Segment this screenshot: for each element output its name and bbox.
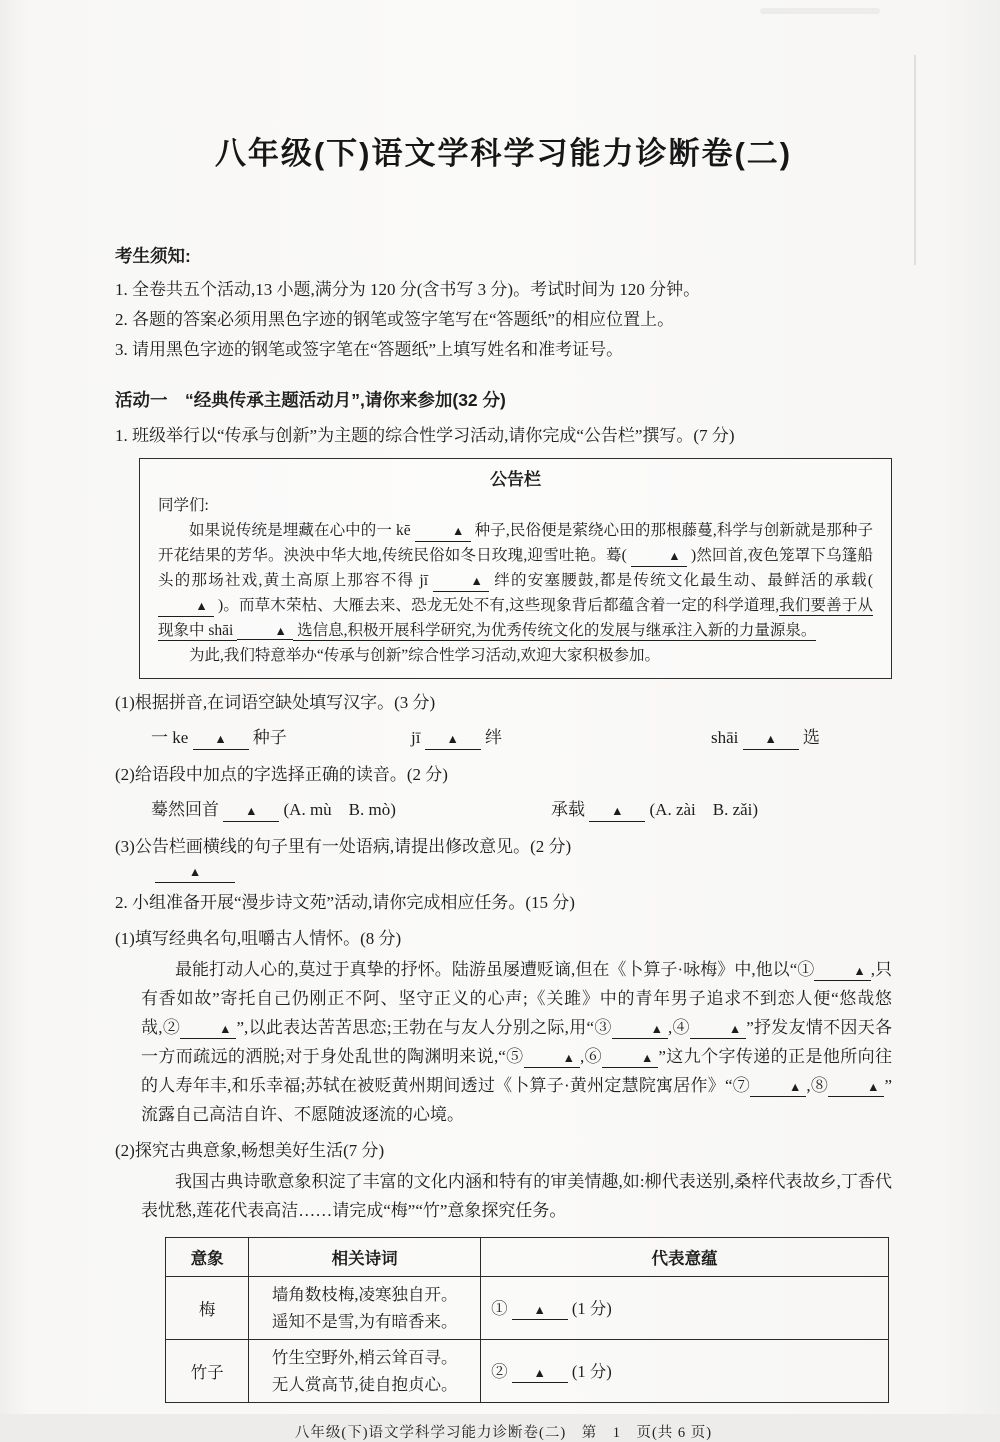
notice-item: 2. 各题的答案必须用黑色字迹的钢笔或签字笔写在“答题纸”的相应位置上。 <box>115 310 675 329</box>
header-meaning: 代表意蕴 <box>481 1237 889 1276</box>
poem-line: 墙角数枝梅,凌寒独自开。 <box>271 1284 458 1304</box>
notice-board-closing: 为此,我们特意举办“传承与创新”综合性学习活动,欢迎大家积极参加。 <box>189 647 661 664</box>
pinyin-answer-row <box>151 723 892 753</box>
candidate-notice <box>115 243 892 365</box>
reading-choice-group: 蓦 ·然回首 ▲ (A. mù B. mò) <box>151 795 551 825</box>
question2-sub2-stem: (2)探究古典意象,畅想美好生活(7 分) <box>115 1140 385 1160</box>
answer-blank-triangle: ▲ <box>237 625 293 640</box>
question1-sub2-stem: (2)给语段中加点的字选择正确的读音。(2 分) <box>115 765 448 784</box>
imagery-explore-table <box>165 1237 889 1403</box>
table-row <box>166 1276 889 1339</box>
notice-board-paragraph: 如果说传统是埋藏在心中的一 kē ▲ 种子,民俗便是萦绕心田的那根藤蔓,科学与创新就是那种子开花结果的芳华。泱泱中华大地,传统民俗如冬日玫瑰,迎雪吐艳。蓦( ▲ )然回首,夜色笼罩下乌篷船头的那场社戏,黄土高原上那容不得 jī ▲ 绊的安塞腰鼓,都是传统文化最生动、最鲜活的承载( ▲ )。而草木荣枯、大雁去来、恐龙无处不有,这些现象背后都蕴含着一定的科学道理,我们要善于从现象中 shāi ▲ 选信息,积极开展科学研究,为优秀传统文化的发展与继承注入新的力量源泉。 <box>158 522 873 639</box>
imagery-cell: 竹子 <box>166 1339 249 1402</box>
answer-blank-triangle: ▲ <box>612 1023 668 1040</box>
imagery-cell: 梅 <box>166 1276 249 1339</box>
answer-blank-triangle: ▲ <box>743 733 799 750</box>
answer-blank-triangle: ▲ <box>750 1081 806 1098</box>
imagery-intro-paragraph: 我国古典诗歌意象积淀了丰富的文化内涵和特有的审美情趣,如:柳代表送别,桑梓代表故乡,丁香代表忧愁,莲花代表高洁……请完成“梅”“竹”意象探究任务。 <box>141 1171 892 1220</box>
revision-answer-blank <box>155 863 892 883</box>
answer-blank-triangle: ▲ <box>814 965 870 982</box>
question1-stem: 1. 班级举行以“传承与创新”为主题的综合性学习活动,请你完成“公告栏”撰写。(7 分) <box>115 426 735 445</box>
table-header-row <box>166 1237 889 1276</box>
scan-artifact-smudge <box>760 8 880 14</box>
answer-blank-triangle: ▲ <box>415 525 471 542</box>
poem-line: 遥知不是雪,为有暗香来。 <box>271 1311 458 1331</box>
notice-item: 3. 请用黑色字迹的钢笔或签字笔在“答题纸”上填写姓名和准考证号。 <box>115 340 624 359</box>
answer-blank-triangle: ▲ <box>589 805 645 822</box>
page-footer: 八年级(下)语文学科学习能力诊断卷(二) 第 1 页(共 6 页) <box>294 1424 713 1441</box>
answer-blank-triangle: ▲ <box>158 600 214 617</box>
reading-choice-group: 承载 · ▲ (A. zài B. zǎi) <box>551 795 758 825</box>
answer-blank-triangle: ▲ <box>524 1052 580 1069</box>
answer-blank-triangle: ▲ <box>425 733 481 750</box>
answer-blank-triangle: ▲ <box>193 733 249 750</box>
meaning-cell: ① ▲ (1 分) <box>481 1276 889 1339</box>
header-imagery: 意象 <box>166 1237 249 1276</box>
question1-sub3-stem: (3)公告栏画横线的句子里有一处语病,请提出修改意见。(2 分) <box>115 837 572 856</box>
famous-lines-paragraph: 最能打动人心的,莫过于真挚的抒怀。陆游虽屡遭贬谪,但在《卜算子·咏梅》中,他以“① ▲ ,只有香如故”寄托自己仍刚正不阿、坚守正义的心声;《关雎》中的青年男子追求不到恋人便“悠哉悠哉,② ▲ ”,以此表达苦苦思恋;王勃在与友人分别之际,用“③ ▲ ,④ ▲ ”抒发友情不因天各一方而疏远的洒脱;对于身处乱世的陶渊明来说,“⑤ ▲ ,⑥ ▲ ”这九个字传递的正是他所向往的人寿年丰,和乐幸福;苏轼在被贬黄州期间透过《卜算子·黄州定慧院寓居作》“⑦ ▲ ,⑧ ▲ ”流露自己高洁自许、不愿随波逐流的心境。 <box>141 959 893 1124</box>
meaning-cell: ② ▲ (1 分) <box>481 1339 889 1402</box>
answer-blank-triangle: ▲ <box>155 866 235 883</box>
header-poem: 相关诗词 <box>249 1237 481 1276</box>
poem-cell <box>249 1339 481 1402</box>
question2-stem: 2. 小组准备开展“漫步诗文苑”活动,请你完成相应任务。(15 分) <box>115 892 575 912</box>
activity1-heading: 活动一 “经典传承主题活动月”,请你来参加(32 分) <box>115 390 506 410</box>
answer-blank-triangle: ▲ <box>631 550 687 567</box>
answer-blank-triangle: ▲ <box>223 805 279 822</box>
notice-board-salutation: 同学们: <box>158 497 209 514</box>
poem-line: 无人赏高节,徒自抱贞心。 <box>271 1374 458 1394</box>
answer-blank-triangle: ▲ <box>690 1023 746 1040</box>
poem-line: 竹生空野外,梢云耸百寻。 <box>271 1347 458 1367</box>
pinyin-blank-group: jī ▲ 绊 <box>411 723 711 753</box>
answer-blank-triangle: ▲ <box>828 1081 884 1098</box>
notice-board <box>139 458 892 679</box>
answer-blank-triangle: ▲ <box>180 1023 236 1040</box>
notice-heading: 考生须知: <box>115 246 191 266</box>
reading-answer-row <box>151 795 892 825</box>
notice-item: 1. 全卷共五个活动,13 小题,满分为 120 分(含书写 3 分)。考试时间为 120 分钟。 <box>115 280 701 299</box>
notice-board-title: 公告栏 <box>490 470 541 489</box>
answer-blank-triangle: ▲ <box>602 1052 658 1069</box>
poem-cell <box>249 1276 481 1339</box>
pinyin-blank-group: shāi ▲ 选 <box>711 723 820 753</box>
scan-artifact-line <box>914 55 916 265</box>
answer-blank-triangle: ▲ <box>512 1367 568 1384</box>
question2-sub1-stem: (1)填写经典名句,咀嚼古人情怀。(8 分) <box>115 928 402 948</box>
page-title: 八年级(下)语文学科学习能力诊断卷(二) <box>214 136 793 171</box>
answer-blank-triangle: ▲ <box>433 575 489 592</box>
question1-sub1-stem: (1)根据拼音,在词语空缺处填写汉字。(3 分) <box>115 693 436 712</box>
table-row <box>166 1339 889 1402</box>
answer-blank-triangle: ▲ <box>512 1304 568 1321</box>
pinyin-blank-group: 一 ke ▲ 种子 <box>151 723 411 753</box>
